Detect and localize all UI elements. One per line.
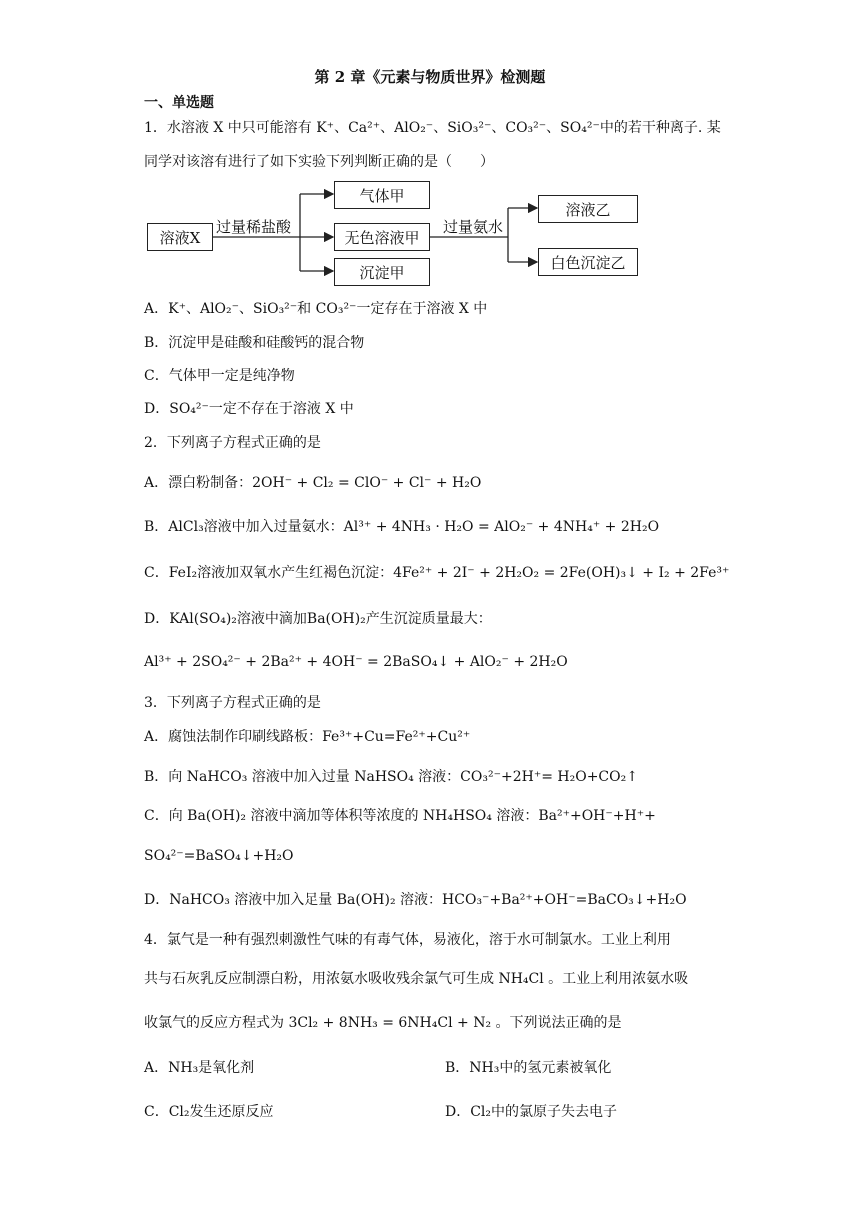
q4-option-b: B．NH₃中的氢元素被氧化: [445, 1060, 612, 1076]
q2-option-a: A．漂白粉制备：2OH⁻ + Cl₂ = ClO⁻ + Cl⁻ + H₂O: [144, 475, 482, 491]
q1-stem-line2: 同学对该溶有进行了如下实验下列判断正确的是（ ）: [144, 154, 494, 170]
reagent1-label: 过量稀盐酸: [216, 218, 292, 236]
flow-arrows: [0, 0, 860, 300]
q1-option-b: B．沉淀甲是硅酸和硅酸钙的混合物: [144, 335, 365, 351]
q2-option-d-equation: Al³⁺ + 2SO₄²⁻ + 2Ba²⁺ + 4OH⁻ = 2BaSO₄↓ + AlO₂⁻ + 2H₂O: [144, 654, 568, 670]
q4-option-d: D．Cl₂中的氯原子失去电子: [445, 1104, 618, 1120]
q3-option-c: C．向 Ba(OH)₂ 溶液中滴加等体积等浓度的 NH₄HSO₄ 溶液：Ba²⁺+OH⁻+H⁺+: [144, 808, 656, 824]
box-solution-a: 无色溶液甲: [334, 223, 430, 251]
page-title: 第 2 章《元素与物质世界》检测题: [314, 68, 546, 86]
q2-option-d: D．KAl(SO₄)₂溶液中滴加Ba(OH)₂产生沉淀质量最大：: [144, 611, 492, 627]
box-precipitate-b: 白色沉淀乙: [538, 248, 638, 276]
q3-option-b: B．向 NaHCO₃ 溶液中加入过量 NaHSO₄ 溶液：CO₃²⁻+2H⁺= H₂O+CO₂↑: [144, 769, 638, 785]
q1-option-c: C．气体甲一定是纯净物: [144, 368, 295, 384]
box-precipitate-a: 沉淀甲: [334, 258, 430, 286]
q1-stem-line1: 1．水溶液 X 中只可能溶有 K⁺、Ca²⁺、AlO₂⁻、SiO₃²⁻、CO₃²⁻、SO₄²⁻中的若干种离子. 某: [144, 120, 721, 136]
q4-stem-line2: 共与石灰乳反应制漂白粉，用浓氨水吸收残余氯气可生成 NH₄Cl 。工业上利用浓氨水吸: [144, 971, 689, 987]
q2-option-b: B．AlCl₃溶液中加入过量氨水：Al³⁺ + 4NH₃ · H₂O = AlO₂⁻ + 4NH₄⁺ + 2H₂O: [144, 519, 660, 535]
q1-option-a: A．K⁺、AlO₂⁻、SiO₃²⁻和 CO₃²⁻一定存在于溶液 X 中: [144, 301, 488, 317]
q4-option-a: A．NH₃是氧化剂: [144, 1060, 255, 1076]
reagent2-label: 过量氨水: [443, 218, 504, 236]
q1-option-d: D．SO₄²⁻一定不存在于溶液 X 中: [144, 401, 354, 417]
q4-stem-line3: 收氯气的反应方程式为 3Cl₂ + 8NH₃ = 6NH₄Cl + N₂ 。下列说法正确的是: [144, 1015, 622, 1031]
section-heading: 一、单选题: [144, 95, 214, 111]
q4-option-c: C．Cl₂发生还原反应: [144, 1104, 274, 1120]
q3-stem: 3．下列离子方程式正确的是: [144, 695, 321, 711]
q3-option-a: A．腐蚀法制作印刷线路板：Fe³⁺+Cu=Fe²⁺+Cu²⁺: [144, 729, 471, 745]
q2-option-c: C．FeI₂溶液加双氧水产生红褐色沉淀：4Fe²⁺ + 2I⁻ + 2H₂O₂ = 2Fe(OH)₃↓ + I₂ + 2Fe³⁺: [144, 565, 730, 581]
box-solution-b: 溶液乙: [538, 195, 638, 223]
box-solution-x: 溶液X: [147, 223, 213, 251]
q3-option-d: D．NaHCO₃ 溶液中加入足量 Ba(OH)₂ 溶液：HCO₃⁻+Ba²⁺+OH⁻=BaCO₃↓+H₂O: [144, 892, 687, 908]
q2-stem: 2．下列离子方程式正确的是: [144, 435, 321, 451]
q4-stem-line1: 4．氯气是一种有强烈刺激性气味的有毒气体，易液化，溶于水可制氯水。工业上利用: [144, 932, 671, 948]
q3-option-c-cont: SO₄²⁻=BaSO₄↓+H₂O: [144, 848, 294, 864]
box-gas-a: 气体甲: [334, 181, 430, 209]
